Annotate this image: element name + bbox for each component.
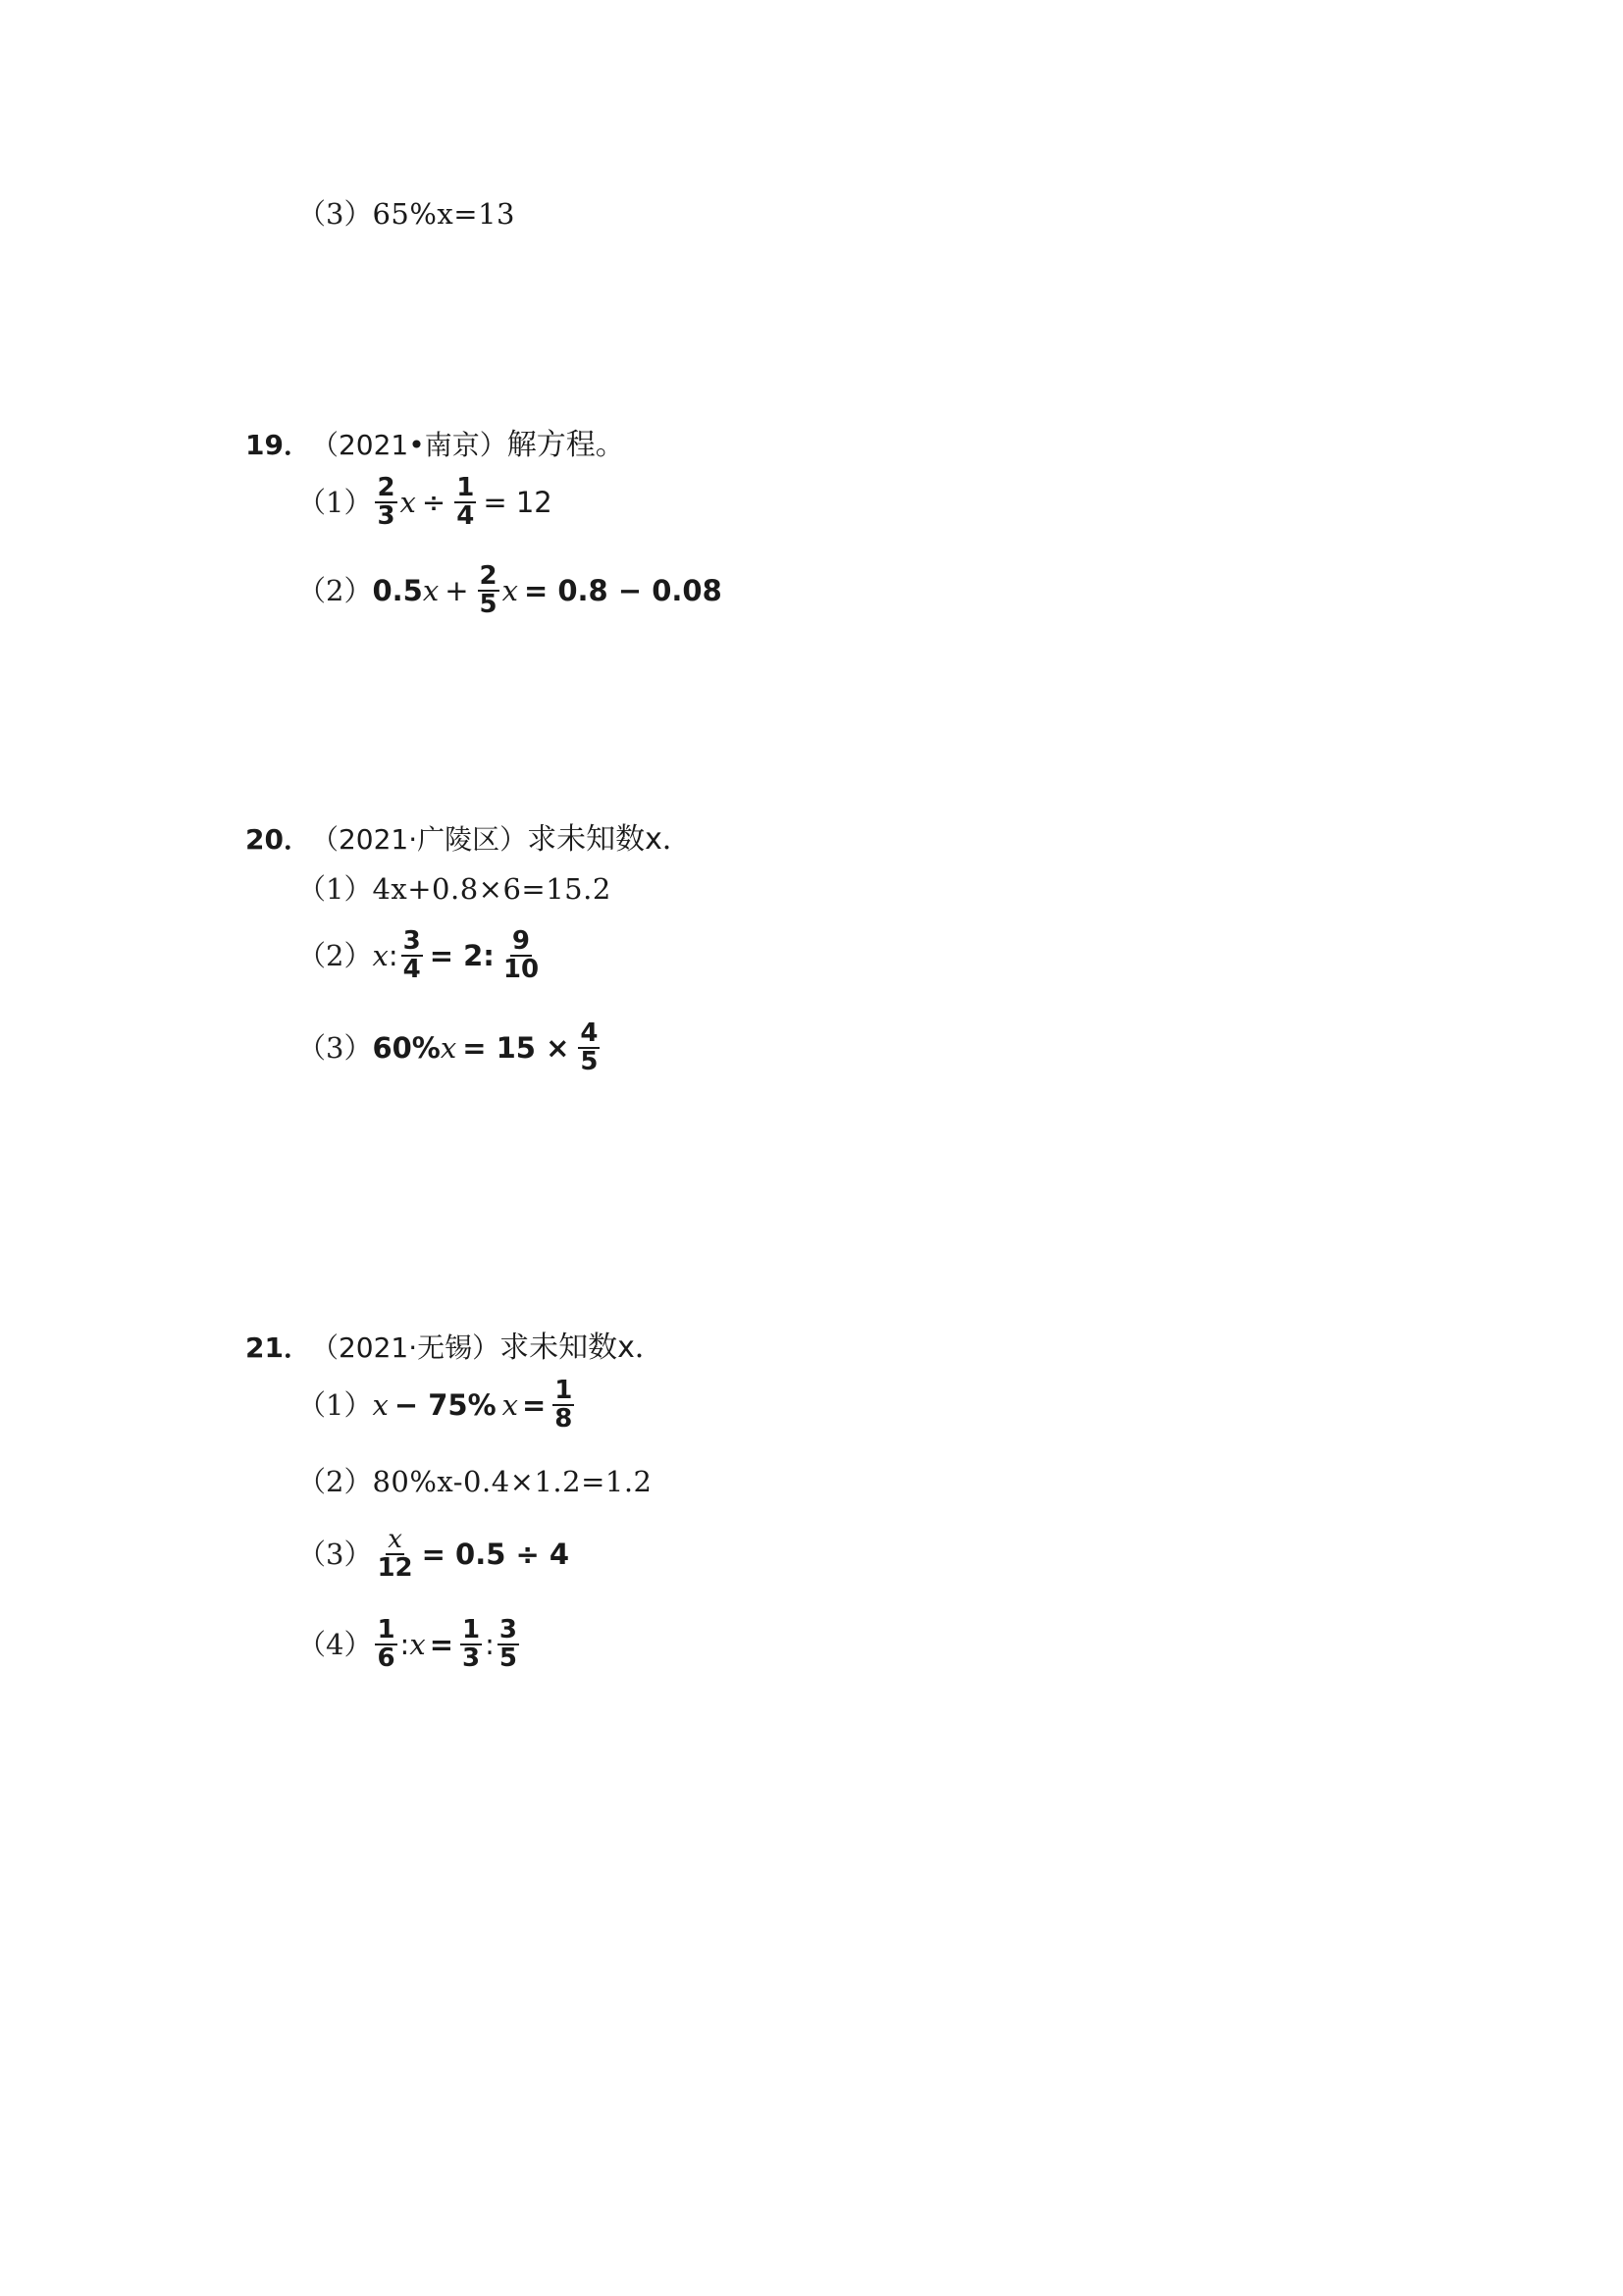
item-label: （4） <box>297 1627 373 1661</box>
question-19-header <box>245 420 625 463</box>
fraction: $\frac{2}{3}$ <box>377 473 395 532</box>
equation: 65%x=13 <box>372 197 515 231</box>
item-label: （2） <box>297 1465 373 1498</box>
item-label: （1） <box>297 872 373 906</box>
equation: 0.5 x + $\frac{2}{5}$ x = 0.8 − 0.08 <box>372 561 722 620</box>
q20-item-3 <box>297 1020 602 1076</box>
q20-item-2 <box>297 928 544 984</box>
question-prompt: 求未知数x． <box>499 1331 664 1365</box>
equation: 4x+0.8×6=15.2 <box>372 872 611 906</box>
equation: x : $\frac{3}{4}$ = 2: $\frac{9}{10}$ <box>372 926 540 985</box>
q21-item-4 <box>297 1617 522 1673</box>
question-source: （2021·无锡） <box>310 1331 500 1364</box>
fraction: $\frac{3}{5}$ <box>498 1615 517 1674</box>
question-number: 21． <box>245 1331 311 1364</box>
equation: 80%x-0.4×1.2=1.2 <box>372 1465 653 1498</box>
question-21-header <box>245 1323 664 1366</box>
question-number: 20． <box>245 823 311 856</box>
question-source: （2021•南京） <box>310 429 507 461</box>
item-label: （2） <box>297 573 373 607</box>
q19-item-1 <box>297 475 552 531</box>
item-label: （1） <box>297 485 373 519</box>
fraction: $\frac{x}{12}$ <box>377 1525 413 1584</box>
q21-item-3 <box>297 1527 569 1583</box>
item-label: （2） <box>297 938 373 972</box>
fraction: $\frac{9}{10}$ <box>502 926 540 985</box>
equation: $\frac{1}{6}$ : x = $\frac{1}{3}$ : $\frac{3}{5}$ <box>377 1615 517 1674</box>
q19-item-2 <box>297 563 722 619</box>
item-label: （1） <box>297 1387 373 1422</box>
q21-item-1 <box>297 1378 577 1434</box>
item-label: （3） <box>297 1537 373 1571</box>
fraction: $\frac{3}{4}$ <box>402 926 421 985</box>
fraction: $\frac{1}{4}$ <box>456 473 475 532</box>
equation: 60% x = 15 × $\frac{4}{5}$ <box>372 1018 599 1077</box>
equation: $\frac{2}{3}$ x ÷ $\frac{1}{4}$ = 12 <box>377 473 552 532</box>
question-prompt: 解方程。 <box>506 428 625 462</box>
fraction: $\frac{4}{5}$ <box>580 1018 599 1077</box>
fraction: $\frac{1}{6}$ <box>377 1615 395 1674</box>
fraction: $\frac{1}{3}$ <box>462 1615 481 1674</box>
equation: x − 75% x = $\frac{1}{8}$ <box>372 1376 573 1435</box>
equation: $\frac{x}{12}$ = 0.5 ÷ 4 <box>377 1525 570 1584</box>
item-label: （3） <box>297 1030 373 1065</box>
question-number: 19． <box>245 429 311 461</box>
q21-item-2 <box>297 1465 653 1498</box>
question-20-header <box>245 814 692 858</box>
fraction: $\frac{1}{8}$ <box>554 1376 573 1435</box>
q20-item-1 <box>297 872 611 906</box>
q18-item-3 <box>297 197 515 231</box>
question-prompt: 求未知数x． <box>527 822 692 857</box>
item-label: （3） <box>297 197 373 231</box>
fraction: $\frac{2}{5}$ <box>479 561 497 620</box>
question-source: （2021·广陵区） <box>310 823 528 856</box>
